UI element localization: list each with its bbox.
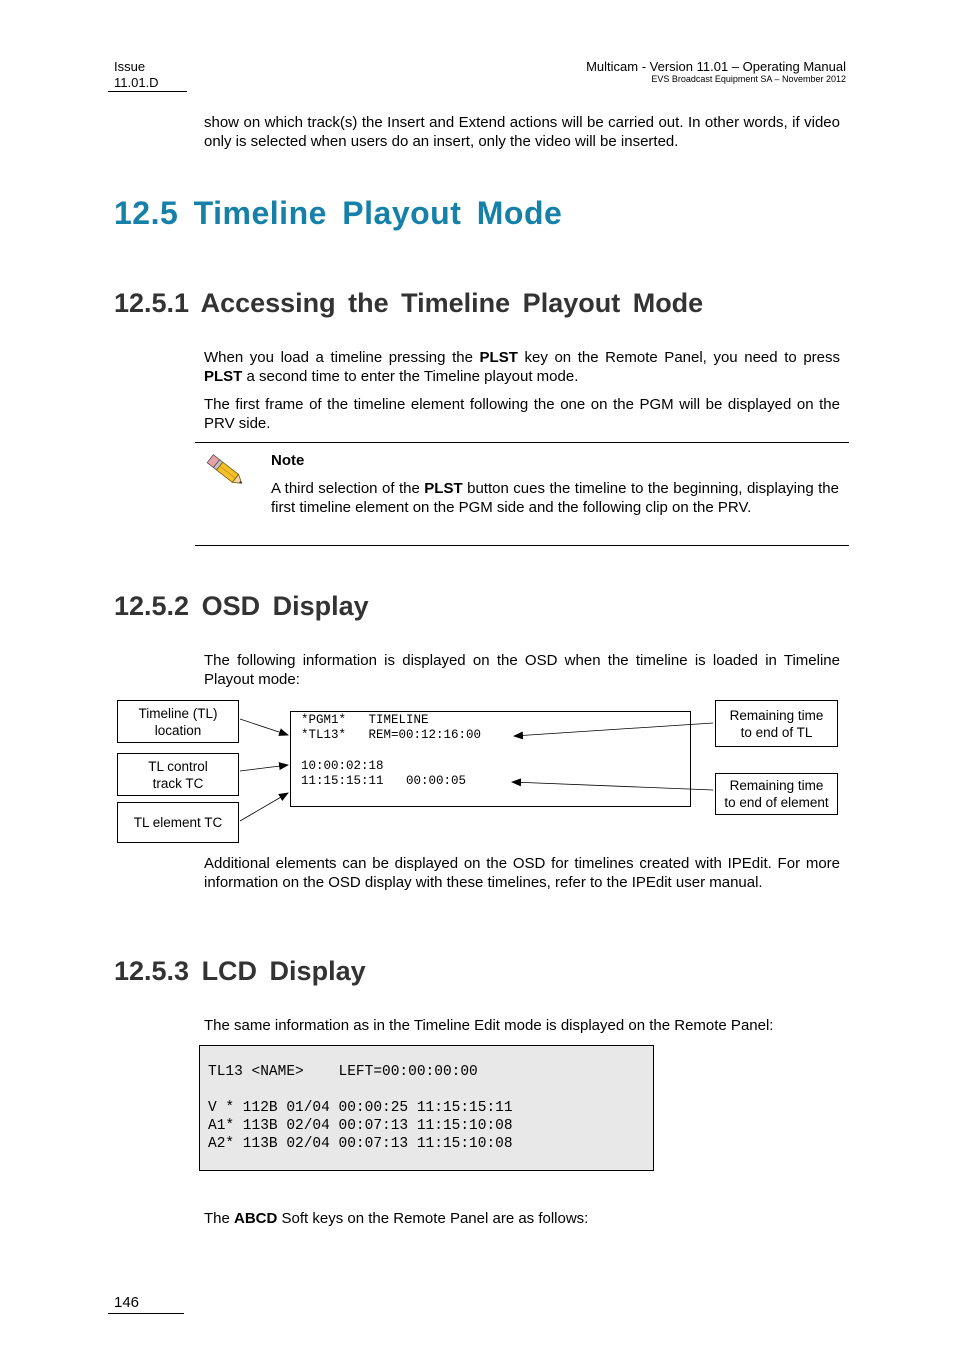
- label-remaining-element: Remaining time to end of element: [715, 773, 838, 815]
- osd-line-4: 10:00:02:18: [301, 759, 384, 773]
- label-tl-location: Timeline (TL) location: [117, 700, 239, 743]
- section-12-5-2-p1: The following information is displayed on the OSD when the timeline is loaded in Timeline Playout mode:: [204, 652, 840, 688]
- arrow-remaining-element: [512, 782, 713, 790]
- plst-keyword: PLST: [204, 367, 243, 385]
- text-span: button cues the timeline to the beginning, displaying the first timeline element on the PGM side and the following clip on the PRV.: [271, 480, 839, 516]
- label-remaining-tl: Remaining time to end of TL: [715, 700, 838, 747]
- label-tl-element-tc: TL element TC: [117, 802, 239, 843]
- footer-rule: [108, 1313, 184, 1314]
- abcd-keyword: ABCD: [234, 1210, 278, 1227]
- section-12-5-2-p2: Additional elements can be displayed on the OSD for timelines created with IPEdit. For more information on the OSD display with these timelines, refer to the IPEdit user manual.: [204, 855, 840, 891]
- lcd-line-4: A1* 113B 02/04 00:07:13 11:15:10:08: [208, 1118, 513, 1134]
- lcd-line-5: A2* 113B 02/04 00:07:13 11:15:10:08: [208, 1136, 513, 1152]
- label-tl-control-track: TL control track TC: [117, 753, 239, 796]
- arrow-tl-element: [240, 793, 288, 821]
- section-12-5-3-p1: The same information as in the Timeline Edit mode is displayed on the Remote Panel:: [204, 1017, 774, 1034]
- arrow-remaining-tl: [514, 723, 713, 736]
- manual-title: Multicam - Version 11.01 – Operating Manual: [586, 59, 846, 74]
- text-span: key on the Remote Panel, you need to press: [517, 349, 841, 366]
- section-12-5-title: 12.5 Timeline Playout Mode: [114, 195, 563, 231]
- section-12-5-1-title: 12.5.1 Accessing the Timeline Playout Mode: [114, 288, 704, 318]
- company-line: EVS Broadcast Equipment SA – November 2012: [651, 74, 846, 84]
- text-span: When you load a timeline pressing the: [204, 349, 480, 366]
- lcd-line-3: V * 112B 01/04 00:00:25 11:15:15:11: [208, 1100, 513, 1116]
- osd-line-5: 11:15:15:11 00:00:05: [301, 774, 467, 788]
- text-span: Soft keys on the Remote Panel are as follows:: [277, 1210, 589, 1227]
- section-12-5-2-title: 12.5.2 OSD Display: [114, 591, 369, 621]
- section-12-5-3-title: 12.5.3 LCD Display: [114, 956, 366, 986]
- text-span: a second time to enter the Timeline playout mode.: [242, 367, 579, 385]
- lcd-line-1: TL13 <NAME> LEFT=00:00:00:00: [208, 1064, 478, 1080]
- plst-keyword: PLST: [424, 480, 463, 497]
- text-span: A third selection of the: [271, 480, 425, 497]
- text-span: The: [204, 1210, 235, 1227]
- arrow-tl-control: [240, 765, 288, 771]
- section-12-5-3-p2: [204, 1210, 840, 1229]
- plst-keyword: PLST: [479, 349, 518, 366]
- note-title: Note: [271, 452, 305, 469]
- section-12-5-1-p2: The first frame of the timeline element following the one on the PGM will be displayed on the PRV side.: [204, 396, 840, 432]
- issue-label: Issue: [114, 59, 146, 74]
- page-number: 146: [114, 1294, 140, 1311]
- osd-line-2: *TL13* REM=00:12:16:00: [301, 728, 482, 742]
- issue-number: 11.01.D: [114, 75, 159, 90]
- osd-line-1: *PGM1* TIMELINE: [301, 713, 429, 727]
- intro-paragraph: show on which track(s) the Insert and Extend actions will be carried out. In other words, if video only is selected when users do an insert, only the video will be inserted.: [204, 114, 840, 150]
- arrow-tl-location: [240, 719, 288, 735]
